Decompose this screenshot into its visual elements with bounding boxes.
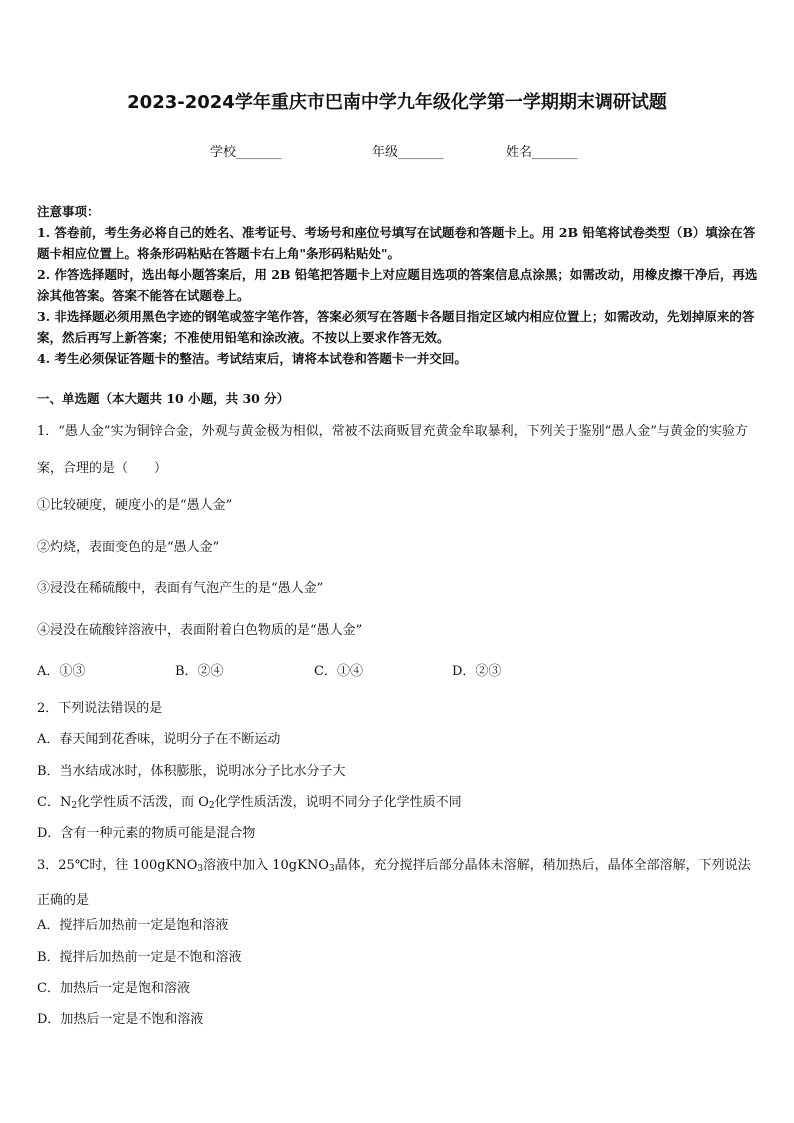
question-3-stem [37,850,759,916]
question-1-item-1: ①比较硬度，硬度小的是“愚人金” [37,498,233,513]
name-field: 姓名_______ [506,145,578,160]
q3-stem-text-2: 溶液中加入 10gKNO [203,858,329,873]
notice-item-3: 3. 非选择题必须用黑色字迹的钢笔或签字笔作答，答案必须写在答题卡各题目指定区域内相应位置上；如需改动，先划掉原来的答案，然后再写上新答案；不准使用铅笔和涂改液。不按以上要求作答无效。 [37,309,755,345]
question-3-option-a: A．搅拌后加热前一定是饱和溶液 [37,918,229,933]
notice-item-2: 2. 作答选择题时，选出每小题答案后，用 2B 铅笔把答题卡上对应题目选项的答案信息点涂黑；如需改动，用橡皮擦干净后，再选涂其他答案。答案不能答在试题卷上。 [37,267,758,303]
question-2-option-b: B．当水结成冰时，体积膨胀，说明冰分子比水分子大 [37,764,346,779]
question-1-option-b: B．②④ [175,664,224,679]
notice-item-1: 1. 答卷前，考生务必将自己的姓名、准考证号、考场号和座位号填写在试题卷和答题卡上。用 2B 铅笔将试卷类型（B）填涂在答题卡相应位置上。将条形码粘贴在答题卡右上角"条形码粘贴处"。 [37,225,756,261]
question-1-option-a: A．①③ [37,664,86,679]
subscript: 3 [197,864,204,874]
question-1-item-2: ②灼烧，表面变色的是“愚人金” [37,540,220,555]
question-3-option-d: D．加热后一定是不饱和溶液 [37,1012,204,1027]
option-c-text-3: 化学性质活泼，说明不同分子化学性质不同 [214,795,462,810]
question-2-option-a: A．春天闻到花香味，说明分子在不断运动 [37,732,281,747]
page-title: 2023-2024学年重庆市巴南中学九年级化学第一学期期末调研试题 [127,92,667,113]
question-1-item-3: ③浸没在稀硫酸中，表面有气泡产生的是“愚人金” [37,581,324,596]
question-3-option-c: C．加热后一定是饱和溶液 [37,981,190,996]
subscript: 3 [328,864,335,874]
q3-stem-text-3: 晶体，充分搅拌后部分晶体未溶解，稍加热后，晶体全部溶解，下列说法正确的是 [37,858,751,908]
section-heading: 一、单选题（本大题共 10 小题，共 30 分） [37,391,290,406]
question-1-item-4: ④浸没在硫酸锌溶液中，表面附着白色物质的是“愚人金” [37,623,363,638]
notice-heading: 注意事项： [37,204,100,219]
q3-stem-text-1: 3．25℃时，往 100gKNO [37,858,198,873]
question-2-option-d: D．含有一种元素的物质可能是混合物 [37,826,256,841]
question-2-option-c [37,791,462,811]
question-1-option-d: D．②③ [452,664,502,679]
option-c-text-2: 化学性质不活泼，而 O [77,795,209,810]
notice-item-4: 4. 考生必须保证答题卡的整洁。考试结束后，请将本试卷和答题卡一并交回。 [37,351,467,366]
question-1-stem: 1．“愚人金”实为铜锌合金，外观与黄金极为相似，常被不法商贩冒充黄金牟取暴利，下列关于鉴别“愚人金”与黄金的实验方案，合理的是（ ） [37,424,748,476]
option-c-text-1: C．N [37,795,72,810]
question-2-stem: 2．下列说法错误的是 [37,701,163,716]
subscript: 2 [71,801,78,811]
question-3-option-b: B．搅拌后加热前一定是不饱和溶液 [37,950,242,965]
subscript: 2 [208,801,215,811]
grade-field: 年级_______ [372,145,444,160]
question-1-option-c: C．①④ [314,664,363,679]
school-field: 学校_______ [210,145,282,160]
